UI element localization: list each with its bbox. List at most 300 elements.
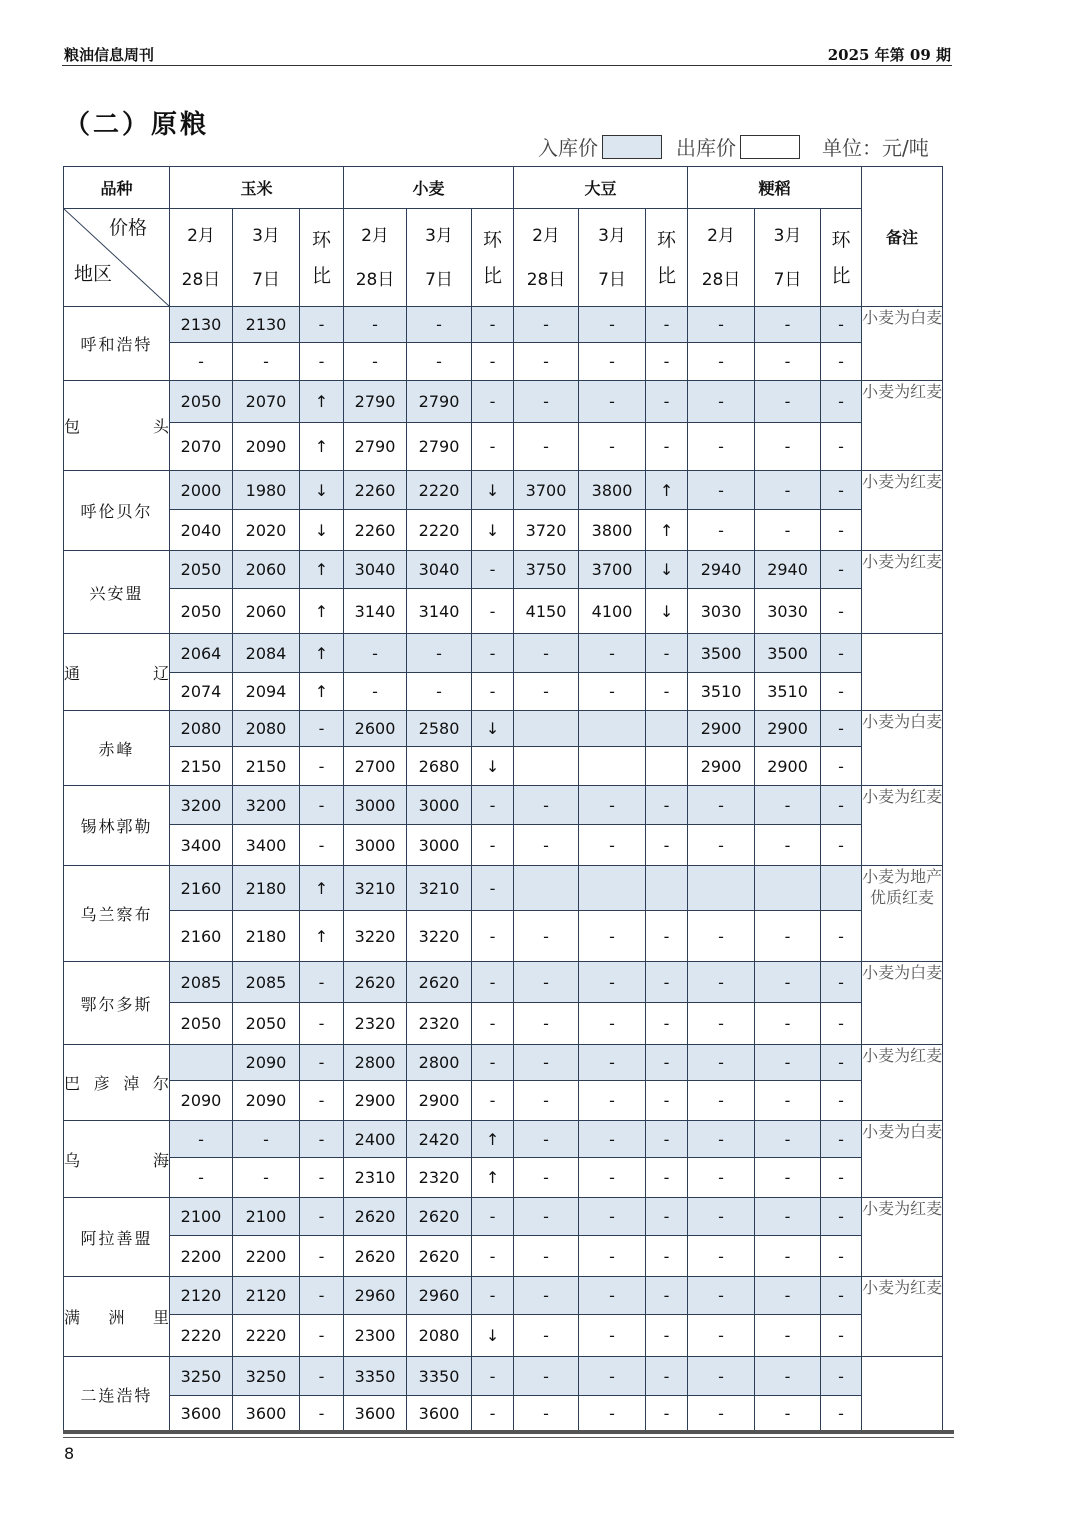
price-cell: - <box>688 343 755 381</box>
change-cell: - <box>300 307 344 343</box>
change-cell: - <box>472 1198 514 1236</box>
price-cell: 2130 <box>233 307 300 343</box>
price-cell: 2050 <box>170 1003 233 1045</box>
price-cell: - <box>514 307 579 343</box>
region-name: 呼伦贝尔 <box>64 471 170 551</box>
price-cell: - <box>579 1045 646 1081</box>
price-cell: - <box>514 962 579 1003</box>
remark-cell: 小麦为红麦 <box>862 381 943 471</box>
price-cell: - <box>579 1236 646 1277</box>
out-price-row <box>64 1236 943 1277</box>
price-cell: 2090 <box>233 1081 300 1121</box>
price-cell: 2790 <box>407 423 472 471</box>
price-cell: - <box>755 381 821 423</box>
in-price-row <box>64 866 943 911</box>
corn-date2-header-text: 7日 <box>252 269 280 290</box>
unit-label: 单位：元/吨 <box>822 136 929 160</box>
price-cell: - <box>514 1045 579 1081</box>
out-price-row <box>64 423 943 471</box>
price-cell: - <box>579 1277 646 1315</box>
price-cell: - <box>514 911 579 962</box>
change-cell: - <box>646 1121 688 1158</box>
change-cell: ↓ <box>472 510 514 551</box>
corn-date1-header <box>170 209 233 307</box>
price-cell: 2000 <box>170 471 233 510</box>
rice-change-header-text: 比 <box>831 264 851 287</box>
change-cell: - <box>472 825 514 866</box>
price-cell: 2620 <box>407 1236 472 1277</box>
price-cell: 2050 <box>170 381 233 423</box>
change-cell: - <box>821 1045 862 1081</box>
corn-date2-header-text: 3月 <box>252 225 280 246</box>
price-cell: 2220 <box>233 1315 300 1357</box>
change-cell: ↓ <box>300 510 344 551</box>
price-cell: - <box>688 1357 755 1396</box>
price-cell <box>579 747 646 786</box>
price-cell: - <box>514 1236 579 1277</box>
price-cell: - <box>688 1045 755 1081</box>
change-cell: - <box>300 1277 344 1315</box>
price-cell: 3600 <box>170 1396 233 1432</box>
price-cell: 2160 <box>170 866 233 911</box>
change-cell: - <box>821 510 862 551</box>
price-cell: 2320 <box>407 1158 472 1198</box>
price-cell: - <box>688 307 755 343</box>
price-cell: 3210 <box>407 866 472 911</box>
price-cell: 3750 <box>514 551 579 589</box>
soybean-change-header <box>646 209 688 307</box>
corn-change-header-text: 环 <box>312 228 332 251</box>
in-price-row <box>64 471 943 510</box>
change-cell: - <box>646 786 688 825</box>
price-cell: 3700 <box>579 551 646 589</box>
price-cell: 3700 <box>514 471 579 510</box>
change-cell: - <box>300 1081 344 1121</box>
corner-label: 品种 <box>64 167 170 209</box>
crop-header-wheat: 小麦 <box>344 167 514 209</box>
price-cell: 3500 <box>688 634 755 673</box>
region-name: 锡林郭勒 <box>64 786 170 866</box>
price-cell: - <box>755 1357 821 1396</box>
price-cell: - <box>755 825 821 866</box>
out-price-label: 出库价 <box>676 136 736 160</box>
change-cell: - <box>472 673 514 711</box>
price-cell: 2320 <box>344 1003 407 1045</box>
change-cell: - <box>646 1396 688 1432</box>
change-cell: - <box>821 1198 862 1236</box>
remark-cell <box>862 1357 943 1432</box>
corn-change-header-text: 比 <box>312 264 332 287</box>
price-cell: - <box>514 673 579 711</box>
change-cell: - <box>646 381 688 423</box>
change-cell: - <box>300 1121 344 1158</box>
wheat-date2-header <box>407 209 472 307</box>
out-price-row <box>64 510 943 551</box>
price-cell: - <box>688 381 755 423</box>
remark-cell: 小麦为白麦 <box>862 1121 943 1198</box>
change-cell: - <box>300 711 344 747</box>
price-cell: 2260 <box>344 471 407 510</box>
price-cell: 3200 <box>233 786 300 825</box>
change-cell: ↑ <box>300 381 344 423</box>
out-price-row <box>64 825 943 866</box>
price-cell: - <box>579 673 646 711</box>
price-cell: - <box>688 825 755 866</box>
price-cell: 2310 <box>344 1158 407 1198</box>
soybean-date1-header <box>514 209 579 307</box>
price-cell: 2150 <box>233 747 300 786</box>
price-cell: 3350 <box>407 1357 472 1396</box>
out-price-row <box>64 1081 943 1121</box>
change-cell: ↓ <box>472 747 514 786</box>
change-cell: - <box>646 1198 688 1236</box>
price-cell: 3510 <box>755 673 821 711</box>
out-price-row <box>64 1315 943 1357</box>
change-cell: - <box>472 423 514 471</box>
price-cell: - <box>579 1396 646 1432</box>
change-cell: - <box>821 1396 862 1432</box>
remark-cell: 小麦为红麦 <box>862 1198 943 1277</box>
price-cell: - <box>579 786 646 825</box>
price-cell: 2085 <box>233 962 300 1003</box>
change-cell: ↓ <box>472 1315 514 1357</box>
price-cell: - <box>579 1081 646 1121</box>
price-cell <box>170 1045 233 1081</box>
change-cell: - <box>646 1315 688 1357</box>
price-cell: 2200 <box>233 1236 300 1277</box>
price-cell: 2080 <box>407 1315 472 1357</box>
price-cell: 2080 <box>233 711 300 747</box>
price-cell <box>579 866 646 911</box>
change-cell: ↑ <box>300 634 344 673</box>
price-cell: - <box>579 962 646 1003</box>
price-cell: - <box>579 307 646 343</box>
price-cell: 2620 <box>407 1198 472 1236</box>
wheat-change-header-text: 环 <box>483 228 503 251</box>
price-cell: 3600 <box>233 1396 300 1432</box>
price-cell: 2790 <box>407 381 472 423</box>
out-price-swatch <box>740 135 800 159</box>
price-cell: - <box>579 1198 646 1236</box>
crop-header-japonica-rice: 粳稻 <box>688 167 862 209</box>
price-cell: - <box>514 1003 579 1045</box>
price-cell: - <box>755 1315 821 1357</box>
price-cell: 3250 <box>170 1357 233 1396</box>
price-cell: - <box>344 307 407 343</box>
price-cell: - <box>755 423 821 471</box>
price-cell: 3800 <box>579 510 646 551</box>
wheat-date2-header-text: 3月 <box>425 225 453 246</box>
price-cell: 2180 <box>233 911 300 962</box>
price-cell: 2040 <box>170 510 233 551</box>
price-cell: 2080 <box>170 711 233 747</box>
price-cell <box>579 711 646 747</box>
change-cell: - <box>472 1357 514 1396</box>
price-cell: 2900 <box>688 747 755 786</box>
price-cell: - <box>688 1121 755 1158</box>
change-cell: - <box>300 1045 344 1081</box>
price-cell: - <box>514 1158 579 1198</box>
price-cell: 2050 <box>170 589 233 634</box>
price-cell: 3800 <box>579 471 646 510</box>
price-cell: - <box>579 343 646 381</box>
price-cell: - <box>344 634 407 673</box>
price-cell: 2090 <box>233 423 300 471</box>
price-cell: 3000 <box>407 825 472 866</box>
price-cell: - <box>688 471 755 510</box>
change-cell: - <box>300 1396 344 1432</box>
price-cell: - <box>755 510 821 551</box>
in-price-row <box>64 786 943 825</box>
region-name: 阿拉善盟 <box>64 1198 170 1277</box>
price-cell: 2680 <box>407 747 472 786</box>
price-cell: 4150 <box>514 589 579 634</box>
change-cell: - <box>646 1081 688 1121</box>
price-cell <box>514 866 579 911</box>
price-cell: 3720 <box>514 510 579 551</box>
price-cell: 3350 <box>344 1357 407 1396</box>
rice-date1-header-text: 2月 <box>707 225 735 246</box>
price-cell: 2130 <box>170 307 233 343</box>
price-cell: 2220 <box>170 1315 233 1357</box>
price-cell: - <box>755 1121 821 1158</box>
change-cell: ↑ <box>300 423 344 471</box>
change-cell: - <box>646 1045 688 1081</box>
price-cell: - <box>514 1198 579 1236</box>
price-cell: 3000 <box>344 825 407 866</box>
region-name: 包头 <box>64 381 170 471</box>
price-cell: - <box>579 1158 646 1198</box>
out-price-row <box>64 747 943 786</box>
price-cell <box>755 866 821 911</box>
price-cell: - <box>755 1081 821 1121</box>
change-cell: ↓ <box>472 711 514 747</box>
region-name: 鄂尔多斯 <box>64 962 170 1045</box>
price-cell: 2960 <box>407 1277 472 1315</box>
change-cell: - <box>821 747 862 786</box>
price-cell: 4100 <box>579 589 646 634</box>
in-price-row <box>64 1121 943 1158</box>
price-cell: - <box>514 343 579 381</box>
price-cell: 2790 <box>344 381 407 423</box>
region-name: 通辽 <box>64 634 170 711</box>
price-cell: - <box>579 634 646 673</box>
price-cell: 2320 <box>407 1003 472 1045</box>
price-cell: - <box>170 1121 233 1158</box>
change-cell: - <box>821 1081 862 1121</box>
header-rule <box>62 65 952 66</box>
change-cell: - <box>821 471 862 510</box>
corn-date2-header <box>233 209 300 307</box>
price-cell: - <box>688 911 755 962</box>
price-cell: - <box>233 1158 300 1198</box>
region-name: 乌海 <box>64 1121 170 1198</box>
price-cell: - <box>514 1315 579 1357</box>
price-cell: - <box>755 307 821 343</box>
price-cell <box>688 866 755 911</box>
remark-cell: 小麦为红麦 <box>862 786 943 866</box>
price-cell: 2940 <box>688 551 755 589</box>
price-cell: 3510 <box>688 673 755 711</box>
change-cell: - <box>472 589 514 634</box>
price-cell: 2074 <box>170 673 233 711</box>
change-cell: - <box>821 1277 862 1315</box>
price-cell: 2100 <box>170 1198 233 1236</box>
change-cell: - <box>472 1277 514 1315</box>
price-cell: 3600 <box>344 1396 407 1432</box>
corn-change-header <box>300 209 344 307</box>
section-title: （二）原粮 <box>64 110 210 140</box>
price-cell: - <box>344 673 407 711</box>
price-cell: 2220 <box>407 510 472 551</box>
rice-date2-header <box>755 209 821 307</box>
change-cell: - <box>300 786 344 825</box>
change-cell: - <box>646 1003 688 1045</box>
price-cell: 2900 <box>755 747 821 786</box>
remark-cell: 小麦为白麦 <box>862 307 943 381</box>
change-cell: - <box>821 1357 862 1396</box>
price-cell: 2420 <box>407 1121 472 1158</box>
price-cell: 2800 <box>407 1045 472 1081</box>
change-cell: - <box>821 825 862 866</box>
rice-date2-header-text: 7日 <box>773 269 802 290</box>
change-cell <box>646 866 688 911</box>
price-cell: 2020 <box>233 510 300 551</box>
price-cell: 2800 <box>344 1045 407 1081</box>
price-cell: 2070 <box>170 423 233 471</box>
change-cell: - <box>821 1158 862 1198</box>
price-cell: 2090 <box>170 1081 233 1121</box>
price-cell: - <box>755 1003 821 1045</box>
change-cell: - <box>821 343 862 381</box>
remark-cell: 小麦为红麦 <box>862 471 943 551</box>
crop-header-corn: 玉米 <box>170 167 344 209</box>
price-cell <box>514 711 579 747</box>
price-cell: 2090 <box>233 1045 300 1081</box>
price-cell: 2070 <box>233 381 300 423</box>
region-name: 二连浩特 <box>64 1357 170 1432</box>
out-price-row <box>64 1158 943 1198</box>
price-cell: - <box>755 1236 821 1277</box>
rice-change-header <box>821 209 862 307</box>
rice-change-header-text: 环 <box>831 228 851 251</box>
price-cell: 3220 <box>344 911 407 962</box>
price-cell: - <box>514 1081 579 1121</box>
change-cell: - <box>821 1003 862 1045</box>
change-cell: ↓ <box>472 471 514 510</box>
price-cell: 3500 <box>755 634 821 673</box>
change-cell: ↑ <box>472 1158 514 1198</box>
price-cell: - <box>755 1277 821 1315</box>
price-cell: 2050 <box>233 1003 300 1045</box>
out-price-row <box>64 673 943 711</box>
change-cell: - <box>472 307 514 343</box>
price-cell: 2064 <box>170 634 233 673</box>
change-cell: - <box>300 1003 344 1045</box>
change-cell: - <box>821 911 862 962</box>
in-price-row <box>64 1277 943 1315</box>
remark-cell: 小麦为红麦 <box>862 1045 943 1121</box>
change-cell: - <box>821 1236 862 1277</box>
price-cell: - <box>579 1121 646 1158</box>
change-cell: - <box>472 962 514 1003</box>
price-cell: - <box>233 1121 300 1158</box>
change-cell: ↑ <box>646 510 688 551</box>
change-cell: - <box>472 551 514 589</box>
in-price-row <box>64 551 943 589</box>
price-cell: - <box>579 423 646 471</box>
change-cell: ↑ <box>300 551 344 589</box>
change-cell: - <box>646 343 688 381</box>
change-cell: - <box>646 911 688 962</box>
in-price-swatch <box>602 135 662 159</box>
price-cell: - <box>514 381 579 423</box>
price-cell: 2900 <box>407 1081 472 1121</box>
change-cell: - <box>300 1236 344 1277</box>
change-cell: - <box>472 381 514 423</box>
price-cell: - <box>407 634 472 673</box>
change-cell: - <box>821 551 862 589</box>
price-cell: 3220 <box>407 911 472 962</box>
change-cell: - <box>646 962 688 1003</box>
price-cell: - <box>688 786 755 825</box>
issue-number: 2025 年第 09 期 <box>827 46 951 64</box>
remark-cell: 小麦为地产优质红麦 <box>862 866 943 962</box>
change-cell: - <box>821 786 862 825</box>
change-cell: - <box>821 711 862 747</box>
remark-cell: 小麦为红麦 <box>862 551 943 634</box>
price-cell: - <box>688 1315 755 1357</box>
change-cell: ↑ <box>300 911 344 962</box>
price-cell: 2094 <box>233 673 300 711</box>
change-cell: - <box>300 1357 344 1396</box>
price-cell: 3040 <box>407 551 472 589</box>
corn-date1-header-text: 28日 <box>181 269 221 290</box>
price-cell: 2900 <box>344 1081 407 1121</box>
region-name: 兴安盟 <box>64 551 170 634</box>
wheat-change-header-text: 比 <box>483 264 503 287</box>
price-cell: - <box>514 1277 579 1315</box>
price-cell: 2300 <box>344 1315 407 1357</box>
change-cell: ↑ <box>472 1121 514 1158</box>
soybean-date1-header-text: 2月 <box>532 225 560 246</box>
out-price-row <box>64 589 943 634</box>
diagonal-header-cell <box>64 209 170 307</box>
price-cell: - <box>579 1003 646 1045</box>
price-cell: 2060 <box>233 551 300 589</box>
change-cell <box>646 711 688 747</box>
change-cell: ↓ <box>300 471 344 510</box>
price-cell: 3400 <box>233 825 300 866</box>
change-cell: - <box>821 962 862 1003</box>
change-cell: - <box>300 962 344 1003</box>
price-cell: - <box>344 343 407 381</box>
price-cell: 2120 <box>170 1277 233 1315</box>
soybean-date1-header-text: 28日 <box>526 269 566 290</box>
price-cell: - <box>755 343 821 381</box>
in-price-row <box>64 307 943 343</box>
price-cell: 2900 <box>755 711 821 747</box>
price-cell: 2620 <box>407 962 472 1003</box>
price-cell: 2180 <box>233 866 300 911</box>
in-price-row <box>64 711 943 747</box>
price-cell: 2150 <box>170 747 233 786</box>
remark-cell <box>862 634 943 711</box>
price-label: 价格 <box>108 217 147 239</box>
footer-rule-thick <box>63 1430 954 1434</box>
price-cell: 2900 <box>688 711 755 747</box>
price-cell: - <box>688 1081 755 1121</box>
